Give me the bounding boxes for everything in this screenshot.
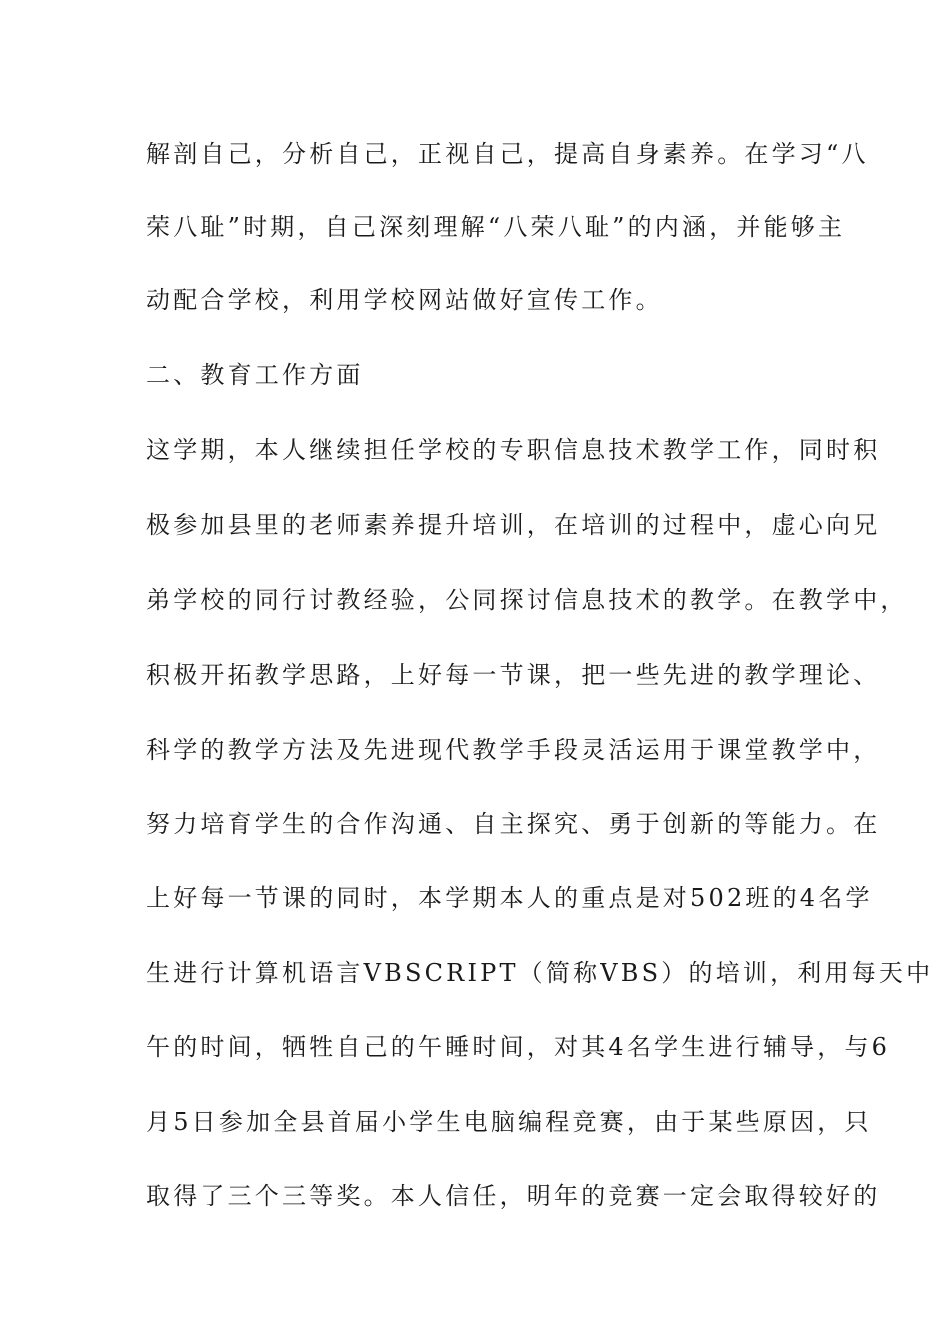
text-line: 解剖自己，分析自己，正视自己，提高自身素养。在学习“八 [146,140,869,168]
text-line: 上好每一节课的同时，本学期本人的重点是对502班的4名学 [146,884,873,912]
text-line: 科学的教学方法及先进现代教学手段灵活运用于课堂教学中， [146,736,881,764]
text-line: 努力培育学生的合作沟通、自主探究、勇于创新的等能力。在 [146,810,881,838]
text-line: 取得了三个三等奖。本人信任，明年的竞赛一定会取得较好的 [146,1182,881,1210]
section-heading: 二、教育工作方面 [146,361,364,389]
text-line: 极参加县里的老师素养提升培训，在培训的过程中，虚心向兄 [146,511,881,539]
text-line: 生进行计算机语言VBSCRIPT（简称VBS）的培训，利用每天中 [146,959,934,987]
text-line: 弟学校的同行讨教经验，公同探讨信息技术的教学。在教学中， [146,586,908,614]
text-line: 动配合学校，利用学校网站做好宣传工作。 [146,286,663,314]
text-line: 荣八耻”时期，自己深刻理解“八荣八耻”的内涵，并能够主 [146,213,846,241]
text-line: 积极开拓教学思路，上好每一节课，把一些先进的教学理论、 [146,661,881,689]
text-line: 这学期，本人继续担任学校的专职信息技术教学工作，同时积 [146,436,881,464]
text-line: 月5日参加全县首届小学生电脑编程竞赛，由于某些原因，只 [146,1108,872,1136]
text-line: 午的时间，牺牲自己的午睡时间，对其4名学生进行辅导，与6 [146,1033,891,1061]
